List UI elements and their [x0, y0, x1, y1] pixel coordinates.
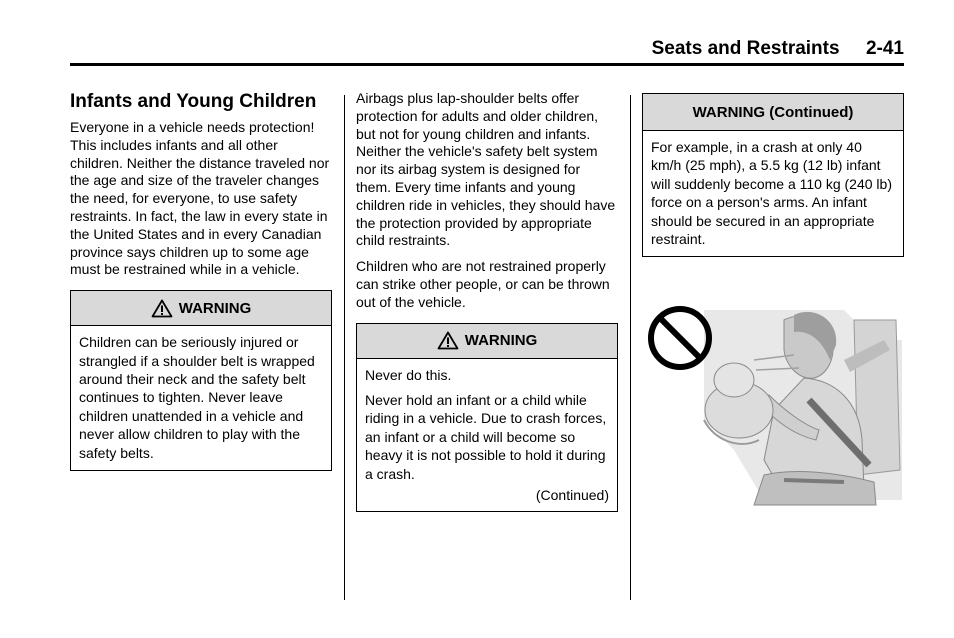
- running-header: [652, 38, 904, 60]
- warning-text: For example, in a crash at only 40 km/h (25 mph), a 5.5 kg (12 lb) infant will suddenly become a 110 kg (240 lb) force on a person's arms. An infant should be secured in an appropriate restraint.: [651, 139, 892, 248]
- warning-header: [643, 94, 903, 131]
- warning-header: [71, 291, 331, 326]
- intro-paragraph: Everyone in a vehicle needs protection! This includes infants and all other children. Neither the distance traveled nor the age and size of the traveler changes the need, for everyone, to use safety restraints. In fact, the law in every state in the United States and in every Canadian province says children up to some age must be restrained while in a vehicle.: [70, 119, 330, 278]
- warning-label: WARNING: [178, 299, 252, 317]
- column-1: [70, 90, 332, 471]
- warning-body: [357, 359, 617, 511]
- section-title: Infants and Young Children: [70, 91, 317, 112]
- unrestrained-paragraph: Children who are not restrained properly can strike other people, or can be thrown out of the vehicle.: [356, 258, 610, 310]
- warning-box-continued: [642, 93, 904, 257]
- header-rule: [70, 63, 904, 66]
- section-name: Seats and Restraints: [651, 38, 840, 59]
- column-divider-1: [344, 95, 345, 600]
- warning-body: [71, 326, 331, 470]
- warning-text: Children can be seriously injured or strangled if a shoulder belt is wrapped around their neck and the safety belt continues to tighten. Never leave children unattended in a vehicle and never allow children to play with the safety belts.: [79, 334, 315, 461]
- airbags-paragraph: Airbags plus lap-shoulder belts offer protection for adults and older children, but not for young children and infants. Neither the vehicle's safety belt system nor its airbag system is designed for them. Every time infants and young children ride in vehicles, they should have the protection provided by appropriate child restraints.: [356, 90, 616, 249]
- warning-triangle-icon: [151, 299, 173, 318]
- illustration-holding-infant: [644, 300, 902, 510]
- warning-text: Never hold an infant or a child while riding in a vehicle. Due to crash forces, an infant or a child will become so heavy it is not possible to hold it during a crash.: [365, 391, 607, 482]
- warning-label: WARNING (Continued): [692, 103, 854, 121]
- warning-box-strangle: [70, 290, 332, 471]
- warning-label: WARNING: [464, 332, 538, 350]
- warning-body: [643, 131, 903, 256]
- column-3: [642, 93, 904, 257]
- column-2: [356, 90, 618, 512]
- warning-box-holding: [356, 323, 618, 512]
- warning-header: [357, 324, 617, 359]
- column-divider-2: [630, 95, 631, 600]
- page-number: 2-41: [865, 38, 904, 59]
- continued-note: (Continued): [535, 487, 609, 503]
- warning-triangle-icon: [437, 331, 459, 350]
- warning-text-short: Never do this.: [365, 366, 452, 383]
